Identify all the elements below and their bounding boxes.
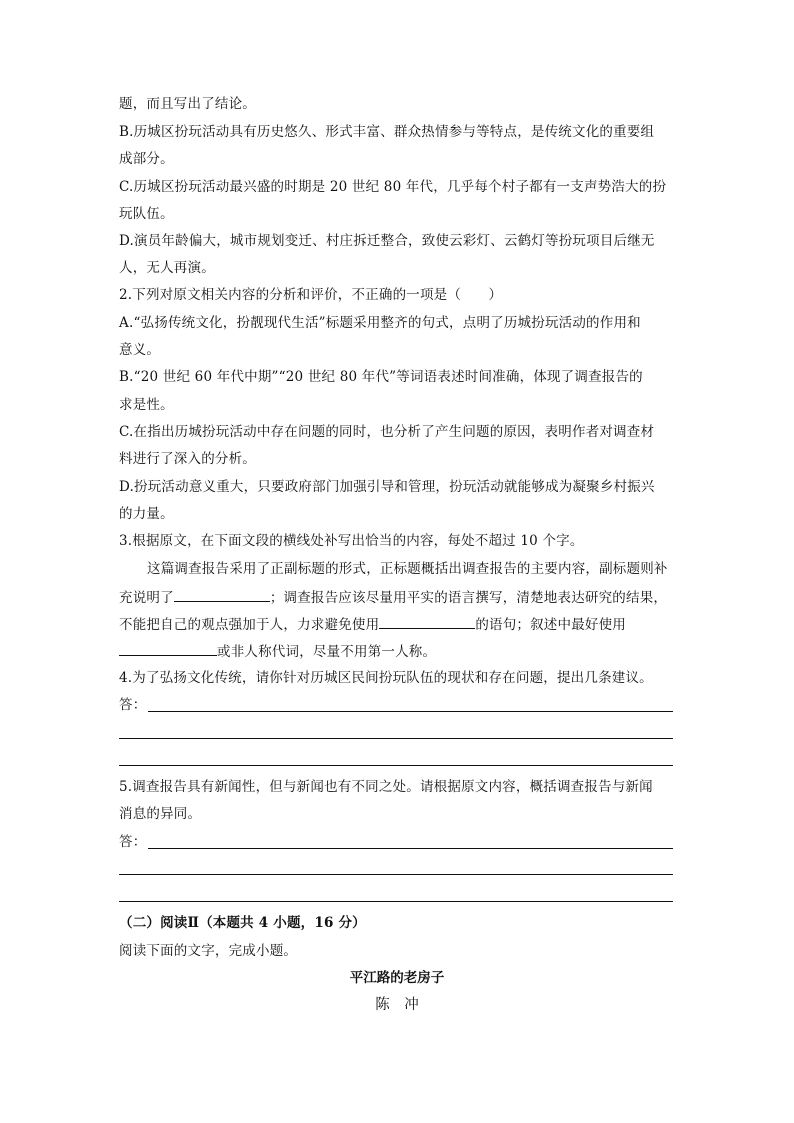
fill-line xyxy=(119,641,436,662)
fill-blank-2[interactable] xyxy=(379,614,475,629)
option-d: D.扮玩活动意义重大，只要政府部门加强引导和管理，扮玩活动就能够成为凝聚乡村振兴 xyxy=(119,479,655,495)
fill-blank-1[interactable] xyxy=(174,587,270,602)
text-segment: 不能把自己的观点强加于人，力求避免使用 xyxy=(119,617,380,633)
text-line: 料进行了深入的分析。 xyxy=(119,451,256,467)
answer-label: 答： xyxy=(119,834,147,850)
article-author: 陈 冲 xyxy=(375,997,419,1013)
answer-line[interactable] xyxy=(119,765,673,766)
article-title: 平江路的老房子 xyxy=(349,970,445,986)
text-line: 玩队伍。 xyxy=(119,206,174,222)
answer-label: 答： xyxy=(119,697,147,713)
question-2: 2.下列对原文相关内容的分析和评价，不正确的一项是（ ） xyxy=(119,287,503,303)
text-segment: 充说明了 xyxy=(119,590,174,606)
text-segment: 的语句；叙述中最好使用 xyxy=(475,617,627,633)
text-line: 消息的异同。 xyxy=(119,806,202,822)
answer-line[interactable] xyxy=(119,901,673,902)
text-segment: 或非人称代词，尽量不用第一人称。 xyxy=(217,644,437,660)
fill-line xyxy=(119,614,626,635)
fill-line xyxy=(119,587,667,608)
option-c: C.在指出历城扮玩活动中存在问题的同时，也分析了产生问题的原因，表明作者对调查材 xyxy=(119,424,655,440)
text-line: 成部分。 xyxy=(119,151,174,167)
text-line: 人，无人再演。 xyxy=(119,260,215,276)
option-b: B.“20 世纪 60 年代中期”“20 世纪 80 年代”等词语表述时间准确，体现了调查报告的 xyxy=(119,369,643,385)
section-heading: （二）阅读Ⅱ（本题共 4 小题，16 分） xyxy=(119,915,366,931)
text-line: 的力量。 xyxy=(119,506,174,522)
answer-line[interactable] xyxy=(148,848,673,849)
text-segment: ；调查报告应该尽量用平实的语言撰写，清楚地表达研究的结果， xyxy=(269,590,668,606)
answer-line[interactable] xyxy=(119,874,673,875)
option-a: A.“弘扬传统文化，扮靓现代生活”标题采用整齐的句式，点明了历城扮玩活动的作用和 xyxy=(119,315,641,331)
instruction: 阅读下面的文字，完成小题。 xyxy=(119,943,298,959)
question-4: 4.为了弘扬文化传统，请你针对历城区民间扮玩队伍的现状和存在问题，提出几条建议。 xyxy=(119,670,653,686)
answer-line[interactable] xyxy=(119,738,673,739)
fill-blank-3[interactable] xyxy=(119,641,217,656)
question-3: 3.根据原文，在下面文段的横线处补写出恰当的内容，每处不超过 10 个字。 xyxy=(119,533,584,549)
text-line: 求是性。 xyxy=(119,397,174,413)
option-b: B.历城区扮玩活动具有历史悠久、形式丰富、群众热情参与等特点，是传统文化的重要组 xyxy=(119,124,655,140)
question-5: 5.调查报告具有新闻性，但与新闻也有不同之处。请根据原文内容，概括调查报告与新闻 xyxy=(119,779,653,795)
text-line: 题，而且写出了结论。 xyxy=(119,96,256,112)
option-d: D.演员年龄偏大，城市规划变迁、村庄拆迁整合，致使云彩灯、云鹤灯等扮玩项目后继无 xyxy=(119,233,655,249)
answer-line[interactable] xyxy=(148,711,673,712)
text-line: 意义。 xyxy=(119,342,161,358)
fill-paragraph: 这篇调查报告采用了正副标题的形式，正标题概括出调查报告的主要内容，副标题则补 xyxy=(147,561,668,577)
option-c: C.历城区扮玩活动最兴盛的时期是 20 世纪 80 年代，几乎每个村子都有一支声势浩大的扮 xyxy=(119,179,667,195)
